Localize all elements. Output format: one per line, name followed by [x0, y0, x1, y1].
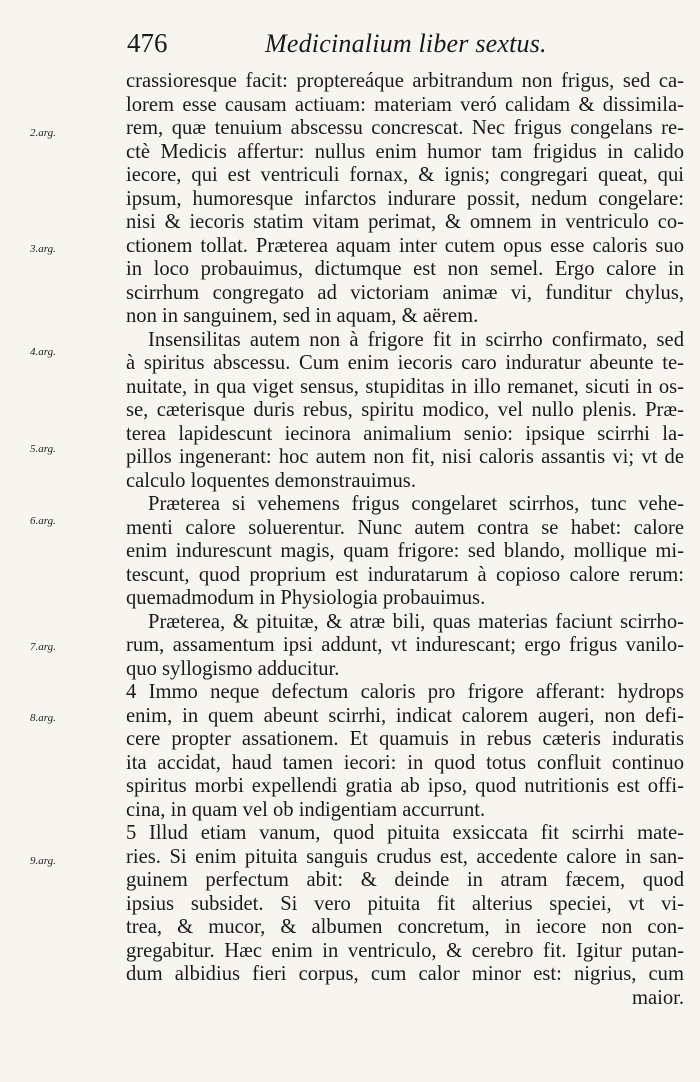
page-header [127, 28, 587, 64]
text-line: tescunt, quod proprium est induratarum à copioso calore rerum: [126, 563, 684, 586]
text-line: pillos ingenerant: hoc autem non fit, nisi caloris assantis vi; vt de [126, 446, 684, 468]
text-line: 4 Immo neque defectum caloris pro frigore afferant: hydrops [126, 681, 684, 703]
text-line: quemadmodum in Physiologia probauimus. [126, 587, 486, 609]
text-line: in loco probauimus, dictumque est non semel. Ergo calore in [126, 258, 684, 280]
page-number: 476 [127, 28, 168, 58]
text-line: iecore, qui est ventriculi fornax, & ignis; congregari queat, qui [126, 164, 684, 186]
text-line: guinem perfectum abit: & deinde in atram fæcem, quod [126, 869, 684, 891]
text-line: ctè Medicis affertur: nullus enim humor tam frigidus in calido [126, 140, 684, 163]
text-line: Præterea si vehemens frigus congelaret scirrhos, tunc vehe- [148, 493, 684, 515]
text-line: se, cæterisque duris rebus, spiritu modico, vel nullo plenis. Præ- [126, 399, 684, 421]
text-line: non in sanguinem, sed in aquam, & aërem. [126, 305, 479, 327]
text-line: ctionem tollat. Præterea aquam inter cutem opus esse caloris suo [126, 234, 684, 257]
text-line: gregabitur. Hæc enim in ventriculo, & cerebro fit. Igitur putan- [126, 939, 684, 962]
text-line: 5 Illud etiam vanum, quod pituita exsiccata fit scirrhi mate- [126, 822, 684, 844]
text-line: cina, in quam vel ob indigentiam accurrunt. [126, 798, 486, 821]
body-text [126, 70, 684, 1010]
text-line: scirrhum congregato ad victoriam animæ vi, funditur chylus, [126, 281, 684, 304]
margin-note: 6.arg. [30, 515, 56, 527]
text-line: à spiritus abscessu. Cum enim iecoris caro induratur abeunte te- [126, 352, 684, 374]
text-line: maior. [631, 986, 684, 1009]
text-line: ipsum, humoresque infarctos indurare possit, nedum congelare: [126, 187, 684, 210]
text-line: ipsius subsidet. Si vero pituita fit alterius speciei, vt vi- [126, 892, 684, 915]
text-line: menti calore soluerentur. Nunc autem contra se habet: calore [126, 516, 684, 539]
text-line: trea, & mucor, & albumen concretum, in iecore non con- [126, 916, 684, 938]
text-line: rum, assamentum ipsi addunt, vt indurescant; ergo frigus vanilo- [126, 634, 684, 656]
text-line: quo syllogismo adducitur. [126, 657, 340, 680]
margin-note: 7.arg. [30, 641, 56, 653]
text-line: enim indurescunt magis, quam frigore: sed blando, mollique mi- [126, 540, 684, 562]
text-line: rem, quæ tenuium abscessu concrescat. Nec frigus congelans re- [126, 117, 684, 139]
text-line: ita accidat, haud tamen iecori: in quod totus confluit continuo [126, 751, 684, 774]
text-line: calculo loquentes demonstrauimus. [126, 469, 416, 492]
text-line: crassioresque facit: proptereáque arbitrandum non frigus, sed ca- [126, 70, 684, 92]
margin-note: 4.arg. [30, 346, 56, 358]
text-line: nisi & iecoris statim vitam perimat, & omnem in ventriculo co- [126, 211, 684, 233]
text-line: terea lapidescunt iecinora animalium senio: ipsique scirrhi la- [126, 422, 684, 445]
margin-note: 8.arg. [30, 712, 56, 724]
text-line: Insensilitas autem non à frigore fit in scirrho confirmato, sed [148, 328, 684, 351]
text-line: Præterea, & pituitæ, & atræ bili, quas materias faciunt scirrho- [148, 610, 684, 633]
margin-note: 3.arg. [30, 243, 56, 255]
margin-note: 9.arg. [30, 855, 56, 867]
margin-note: 5.arg. [30, 443, 56, 455]
running-title: Medicinalium liber sextus. [265, 29, 547, 58]
text-line: ries. Si enim pituita sanguis crudus est, accedente calore in san- [126, 845, 684, 868]
text-line: dum albidius fieri corpus, cum calor minor est: nigrius, cum [126, 963, 684, 985]
text-line: nuitate, in qua viget sensus, stupiditas in illo remanet, sicuti in os- [126, 375, 684, 398]
margin-note: 2.arg. [30, 127, 56, 139]
text-line: lorem esse causam actiuam: materiam veró calidam & dissimila- [126, 93, 684, 116]
text-line: cere propter assationem. Et quamuis in rebus cæteris induratis [126, 728, 684, 750]
text-line: enim, in quem abeunt scirrhi, indicat calorem augeri, non defi- [126, 704, 684, 727]
text-line: spiritus morbi expellendi gratia ab ipso, quod nutritionis est offi- [126, 775, 684, 797]
